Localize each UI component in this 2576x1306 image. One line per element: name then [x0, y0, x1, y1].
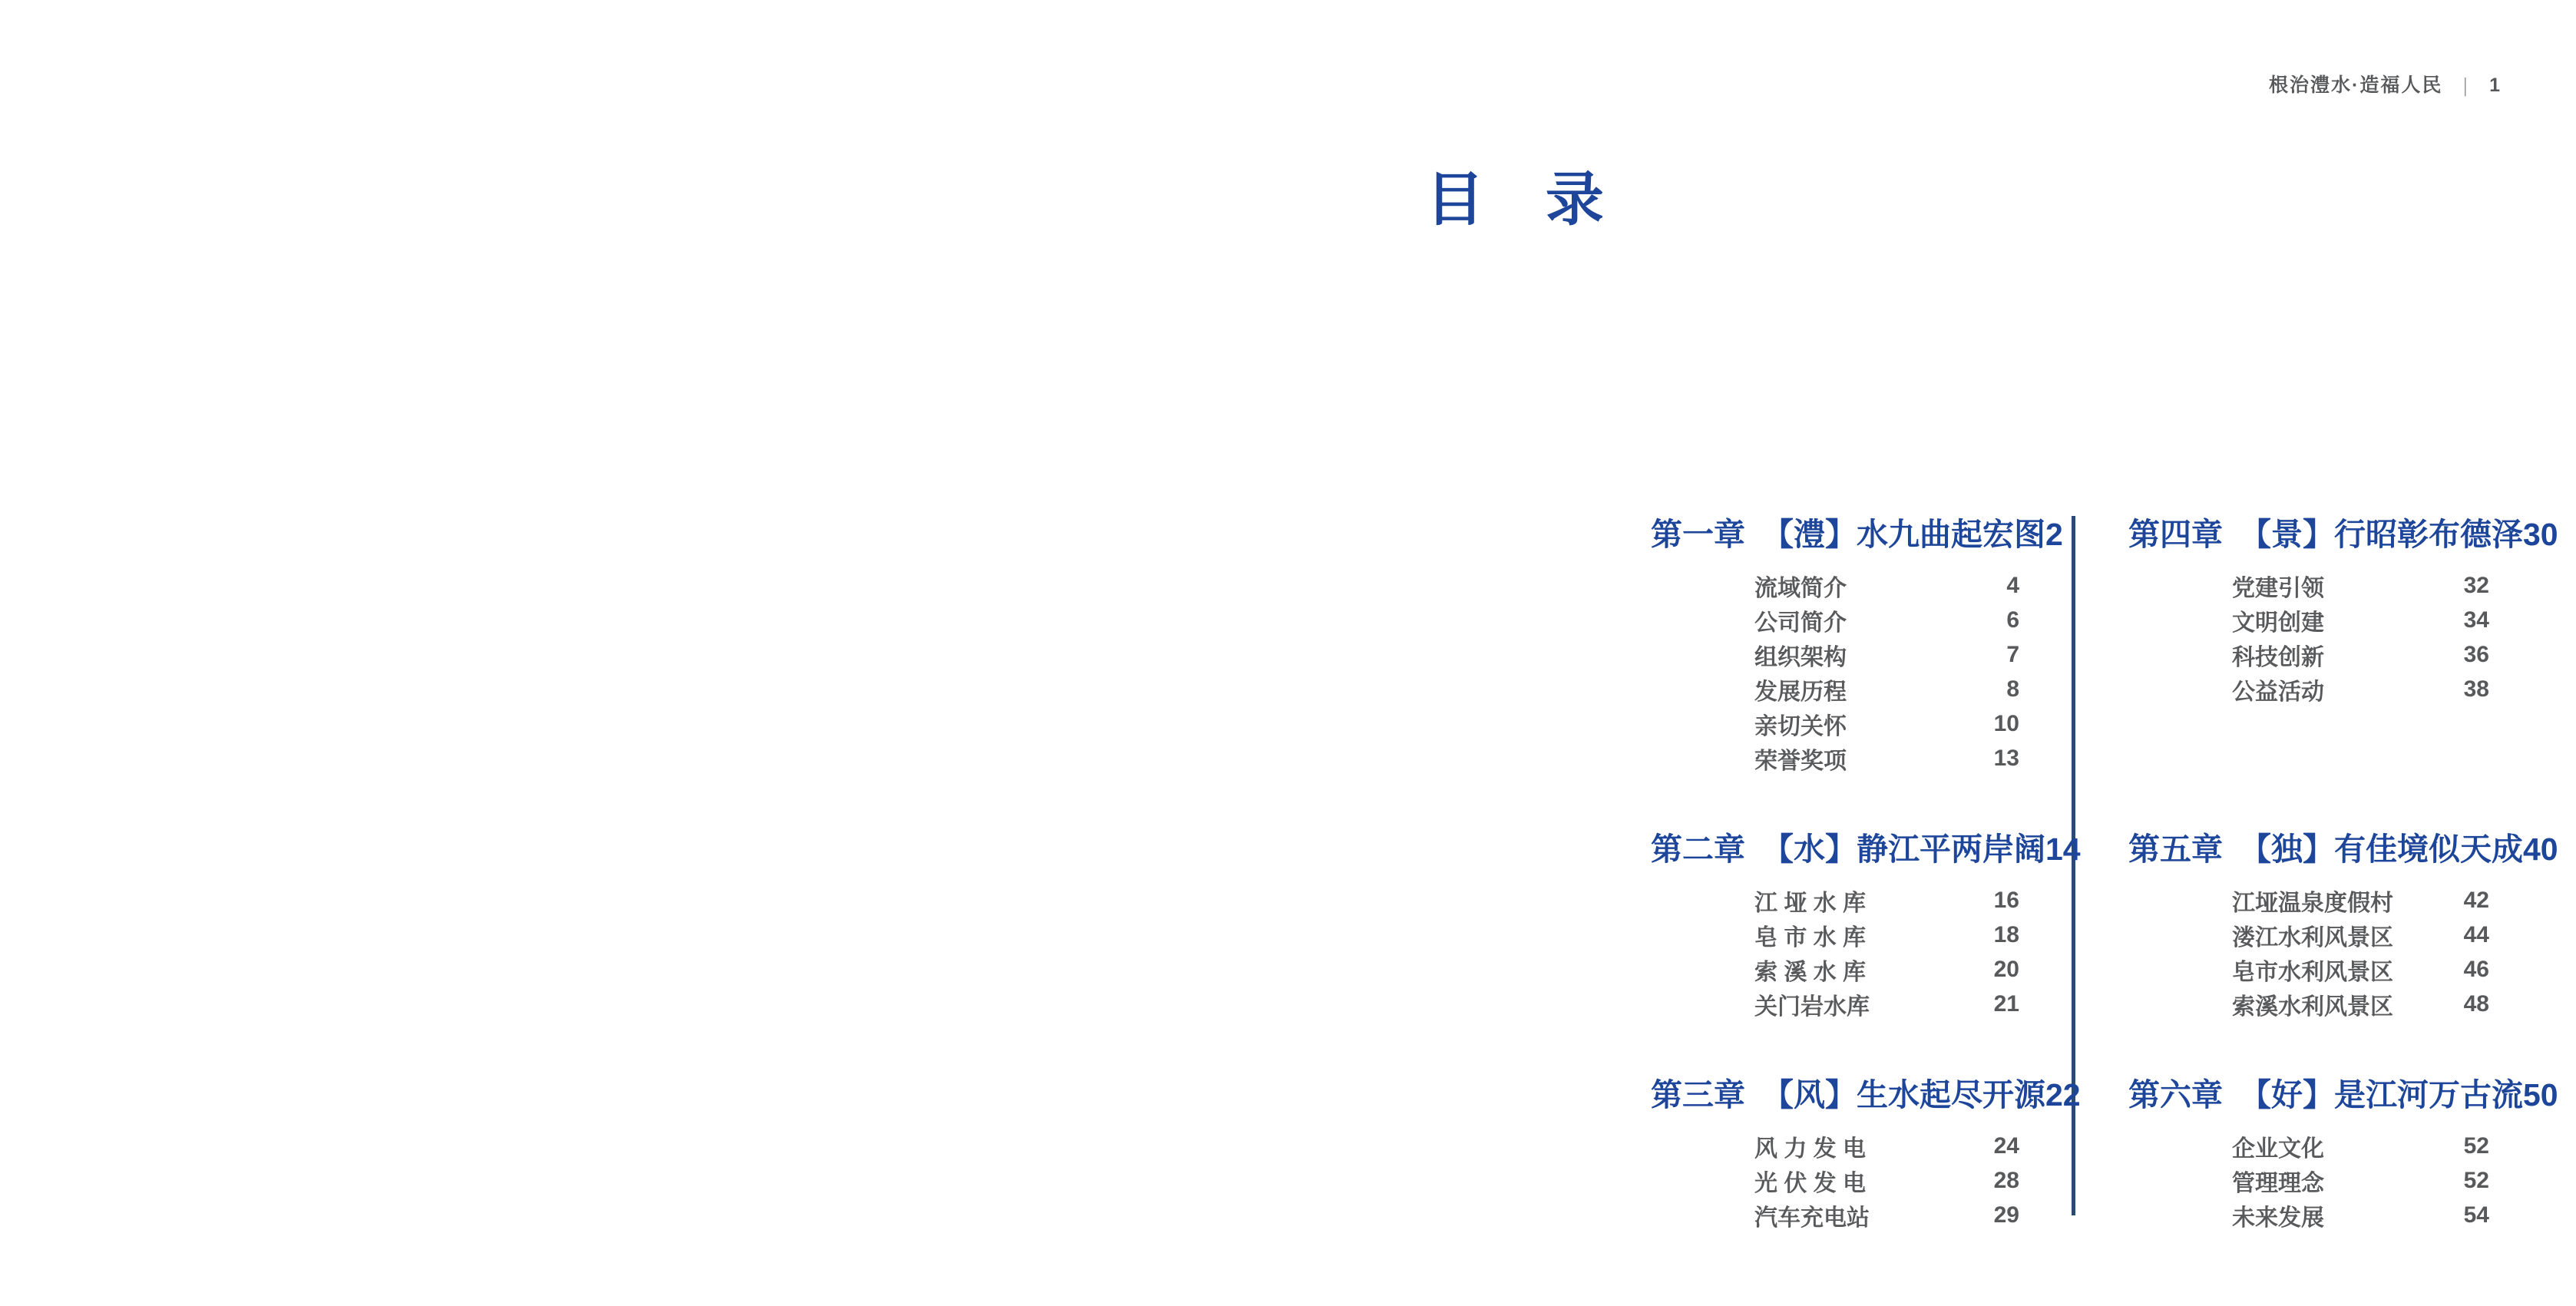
- toc-item[interactable]: [2232, 637, 2489, 672]
- toc-item[interactable]: [2232, 672, 2489, 706]
- toc-item-page-number: 54: [2463, 1202, 2489, 1228]
- toc-item-page-number: 13: [1993, 745, 2019, 771]
- chapter-label: 第三章: [1651, 1077, 1745, 1113]
- toc-item-page-number: 21: [1993, 990, 2019, 1017]
- toc-column-left: [1651, 516, 2081, 1231]
- toc-item-page-number: 38: [2463, 676, 2489, 702]
- chapter-title: 【风】生水起尽开源: [1762, 1077, 2045, 1113]
- toc-item-label: 公司简介: [1754, 610, 1847, 636]
- toc-item-label: 亲切关怀: [1754, 713, 1847, 739]
- toc-item[interactable]: [1754, 672, 2019, 706]
- toc-item-label: 汽车充电站: [1754, 1205, 1870, 1231]
- chapter-title: 【景】行昭彰布德泽: [2240, 517, 2523, 552]
- toc-item-page-number: 4: [2006, 572, 2019, 598]
- toc-item[interactable]: [1754, 883, 2019, 918]
- chapter-title: 【好】是江河万古流: [2240, 1077, 2523, 1113]
- chapter-item-list: [1651, 1129, 2019, 1232]
- toc-item-page-number: 46: [2463, 956, 2489, 982]
- chapter-item-list: [1651, 568, 2019, 775]
- chapter-label: 第二章: [1651, 832, 1745, 867]
- chapter-label: 第六章: [2128, 1077, 2223, 1113]
- header-motto: 根治澧水·造福人民: [2269, 74, 2443, 96]
- toc-item[interactable]: [1754, 568, 2019, 603]
- toc-item[interactable]: [1754, 603, 2019, 637]
- toc-item-label: 流域简介: [1754, 575, 1847, 601]
- toc-item-page-number: 10: [1993, 710, 2019, 736]
- toc-item-label: 管理理念: [2232, 1170, 2324, 1196]
- chapter-title: 【澧】水九曲起宏图: [1762, 517, 2045, 552]
- chapter-item-list: [2128, 568, 2489, 706]
- chapter-item-list: [1651, 883, 2019, 1021]
- toc-item-label: 皂 市 水 库: [1754, 924, 1867, 951]
- toc-item-page-number: 20: [1993, 956, 2019, 982]
- chapter-heading[interactable]: [1651, 516, 2063, 553]
- toc-item-page-number: 7: [2006, 641, 2019, 667]
- toc-item-label: 江垭温泉度假村: [2232, 890, 2393, 916]
- chapter-heading[interactable]: [1651, 1076, 2081, 1113]
- toc-item[interactable]: [2232, 568, 2489, 603]
- chapter-item-list: [2128, 1129, 2489, 1232]
- toc-item[interactable]: [1754, 952, 2019, 987]
- toc-item-page-number: 52: [2463, 1167, 2489, 1193]
- toc-item-label: 索溪水利风景区: [2232, 994, 2393, 1020]
- toc-item-page-number: 6: [2006, 607, 2019, 633]
- toc-chapter: [2128, 1076, 2558, 1232]
- chapter-page-number: 50: [2523, 1077, 2558, 1113]
- chapter-label: 第五章: [2128, 832, 2223, 867]
- toc-item-page-number: 28: [1993, 1167, 2019, 1193]
- chapter-page-number: 14: [2045, 832, 2081, 867]
- running-header: [2269, 74, 2500, 97]
- toc-item-page-number: 52: [2463, 1132, 2489, 1159]
- toc-item-label: 关门岩水库: [1754, 994, 1870, 1020]
- chapter-page-number: 40: [2523, 832, 2558, 867]
- toc-item[interactable]: [2232, 987, 2489, 1021]
- toc-item-label: 企业文化: [2232, 1136, 2324, 1162]
- chapter-label: 第四章: [2128, 517, 2223, 552]
- page-title: 目 录: [1426, 167, 1605, 233]
- toc-item[interactable]: [1754, 987, 2019, 1021]
- toc-item-label: 发展历程: [1754, 679, 1847, 705]
- toc-item-page-number: 34: [2463, 607, 2489, 633]
- toc-item[interactable]: [1754, 741, 2019, 775]
- toc-item[interactable]: [2232, 1198, 2489, 1232]
- toc-item[interactable]: [1754, 1129, 2019, 1163]
- toc-column-right: [2128, 516, 2558, 1231]
- chapter-title: 【独】有佳境似天成: [2240, 832, 2523, 867]
- toc-item-page-number: 32: [2463, 572, 2489, 598]
- toc-item[interactable]: [2232, 952, 2489, 987]
- toc-chapter: [1651, 516, 2063, 775]
- toc-item[interactable]: [2232, 603, 2489, 637]
- chapter-heading[interactable]: [2128, 1076, 2558, 1113]
- toc-chapter: [2128, 831, 2558, 1021]
- toc-item-label: 荣誉奖项: [1754, 748, 1847, 774]
- chapter-page-number: 22: [2045, 1077, 2081, 1113]
- toc-item-label: 科技创新: [2232, 644, 2324, 670]
- toc-item-page-number: 36: [2463, 641, 2489, 667]
- header-page-number: 1: [2489, 74, 2500, 96]
- toc-item-label: 文明创建: [2232, 610, 2324, 636]
- chapter-page-number: 30: [2523, 517, 2558, 552]
- toc-item[interactable]: [1754, 918, 2019, 952]
- toc-item-label: 风 力 发 电: [1754, 1136, 1867, 1162]
- toc-item[interactable]: [1754, 1163, 2019, 1198]
- toc-chapter: [1651, 1076, 2081, 1232]
- toc-item[interactable]: [2232, 918, 2489, 952]
- chapter-heading[interactable]: [1651, 831, 2081, 868]
- toc-item-label: 索 溪 水 库: [1754, 959, 1867, 985]
- toc-item-label: 江 垭 水 库: [1754, 890, 1867, 916]
- toc-chapter: [2128, 516, 2558, 706]
- toc-item[interactable]: [2232, 1129, 2489, 1163]
- chapter-title: 【水】静江平两岸阔: [1762, 832, 2045, 867]
- toc-item-label: 皂市水利风景区: [2232, 959, 2393, 985]
- toc-item-page-number: 42: [2463, 887, 2489, 913]
- toc-item[interactable]: [2232, 883, 2489, 918]
- toc-item-page-number: 16: [1993, 887, 2019, 913]
- toc-item[interactable]: [1754, 637, 2019, 672]
- toc-item-page-number: 24: [1993, 1132, 2019, 1159]
- toc-item-page-number: 44: [2463, 921, 2489, 947]
- toc-item[interactable]: [1754, 706, 2019, 741]
- chapter-page-number: 2: [2045, 517, 2063, 552]
- toc-chapter: [1651, 831, 2081, 1021]
- toc-item-label: 党建引领: [2232, 575, 2324, 601]
- header-separator: |: [2463, 74, 2469, 97]
- chapter-heading[interactable]: [2128, 516, 2558, 553]
- toc-item[interactable]: [1754, 1198, 2019, 1232]
- toc-item-label: 未来发展: [2232, 1205, 2324, 1231]
- toc-item-page-number: 29: [1993, 1202, 2019, 1228]
- toc-item-page-number: 8: [2006, 676, 2019, 702]
- toc-item[interactable]: [2232, 1163, 2489, 1198]
- toc-item-label: 溇江水利风景区: [2232, 924, 2393, 951]
- chapter-item-list: [2128, 883, 2489, 1021]
- chapter-label: 第一章: [1651, 517, 1745, 552]
- toc-item-label: 组织架构: [1754, 644, 1847, 670]
- toc-item-label: 光 伏 发 电: [1754, 1170, 1867, 1196]
- toc-item-page-number: 18: [1993, 921, 2019, 947]
- toc-item-page-number: 48: [2463, 990, 2489, 1017]
- toc-item-label: 公益活动: [2232, 679, 2324, 705]
- chapter-heading[interactable]: [2128, 831, 2558, 868]
